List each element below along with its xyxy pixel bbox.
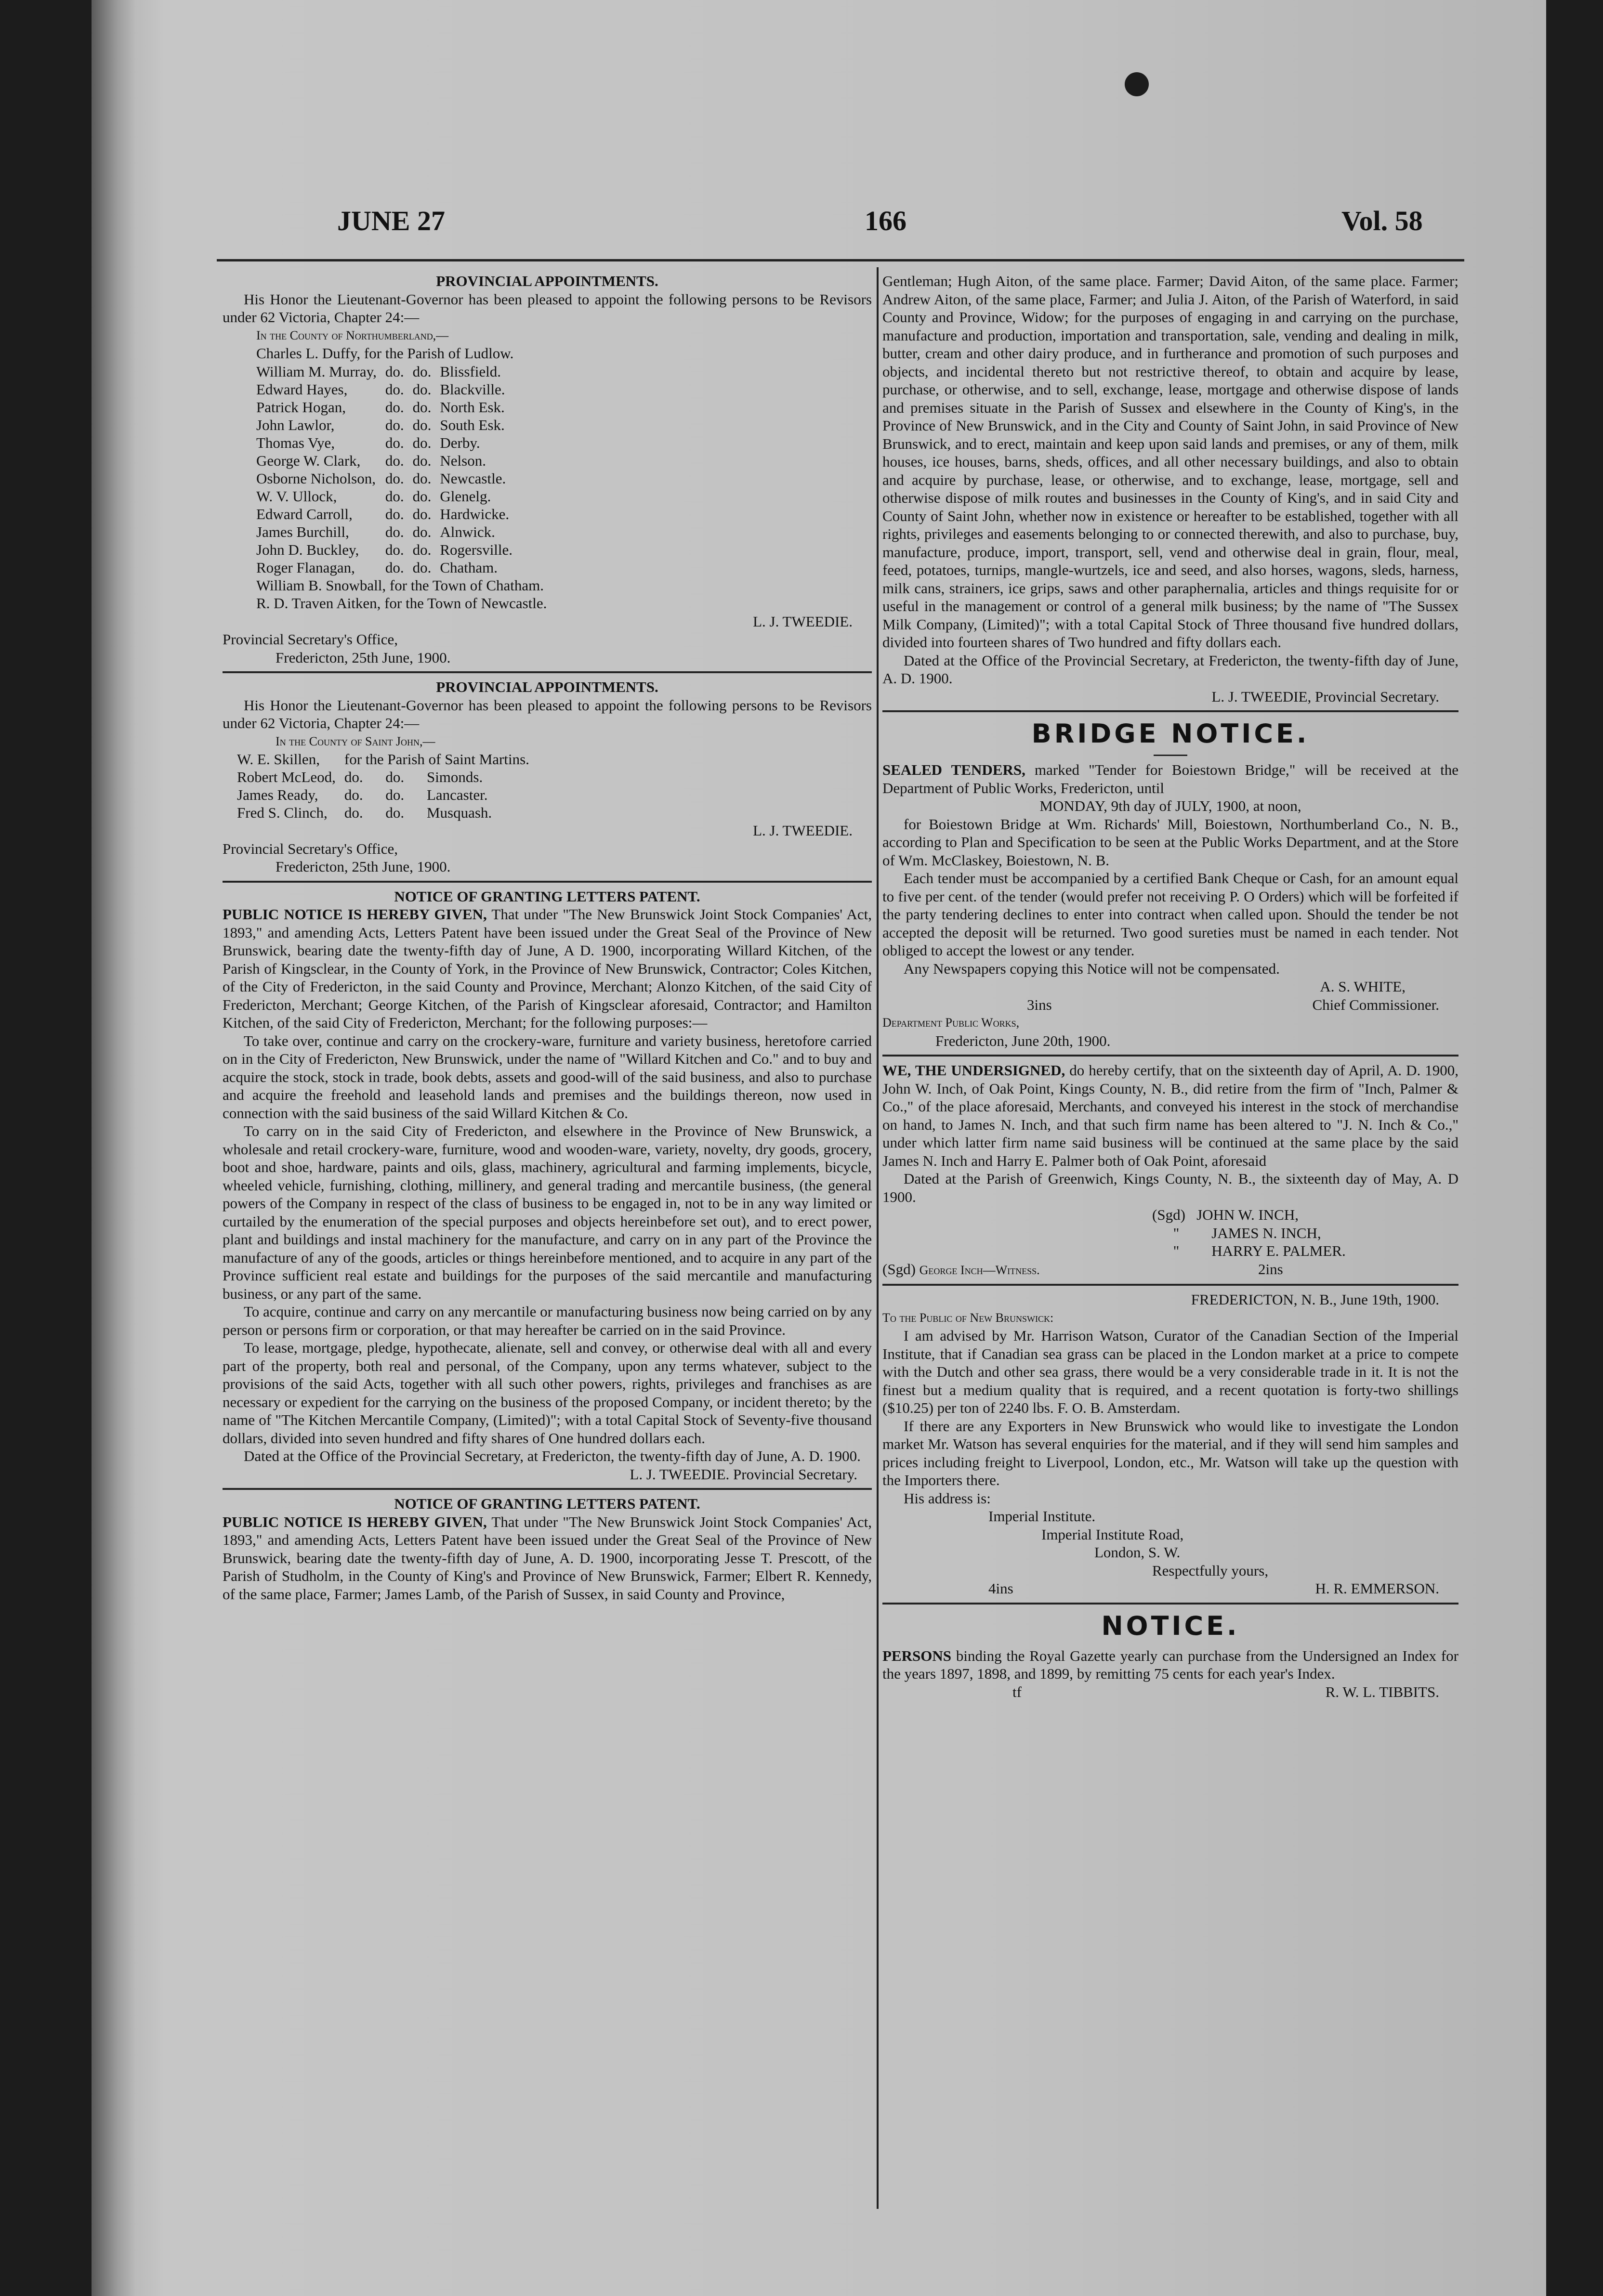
sgd-mark: (Sgd) bbox=[882, 1260, 916, 1278]
header-rule bbox=[217, 259, 1464, 261]
ditto-cell: do. bbox=[385, 487, 404, 505]
section-rule bbox=[223, 671, 872, 673]
body-paragraph: Each tender must be accompanied by a certified Bank Cheque or Cash, for an amount equal to five per cent. of the tender (would prefer not receiving P. O Orders) which will be forfeited if the party tendering declines to enter into contract when called upon. Should the tender be not accepted the deposit will be returned. Two good sureties must be named in each tender. Not obliged to accept the lowest or any tender. bbox=[882, 870, 1458, 959]
section-title: NOTICE. bbox=[1101, 1610, 1240, 1641]
section-rule bbox=[882, 1603, 1458, 1605]
appointee-name: Edward Hayes, bbox=[256, 380, 348, 398]
appointee-name: James Ready, bbox=[237, 786, 318, 803]
ditto-cell: do. bbox=[385, 559, 404, 576]
left-column bbox=[223, 272, 872, 1603]
table-row bbox=[256, 363, 521, 380]
ditto-cell: do. bbox=[385, 769, 405, 785]
parish-cell: Simonds. bbox=[426, 769, 483, 785]
signer: L. J. TWEEDIE. Provincial Secretary. bbox=[630, 1465, 857, 1483]
appointee-name: George W. Clark, bbox=[256, 452, 361, 469]
dateline: Fredericton, 25th June, 1900. bbox=[276, 858, 451, 875]
ditto-cell: do. bbox=[385, 523, 404, 540]
letters-patent-kitchen bbox=[223, 887, 872, 1484]
body-paragraph: Any Newspapers copying this Notice will not be compensated. bbox=[904, 960, 1280, 977]
parish-cell: Nelson. bbox=[440, 452, 486, 469]
signatory: JAMES N. INCH, bbox=[1211, 1224, 1321, 1241]
tf-mark: tf bbox=[1012, 1683, 1022, 1700]
address-line: Imperial Institute. bbox=[988, 1508, 1096, 1525]
insertion-count: 4ins bbox=[988, 1580, 1013, 1597]
title-rule bbox=[1154, 755, 1187, 756]
parish-cell: Blackville. bbox=[440, 380, 505, 398]
inch-notice bbox=[882, 1061, 1458, 1279]
body-paragraph: To acquire, continue and carry on any mercantile or manufacturing business now being carried on by any person or persons firm or corporation, or that may hereafter be carried on in the said Province. bbox=[223, 1303, 872, 1338]
appointee-parish: for the Parish of Saint Martins. bbox=[344, 751, 529, 768]
ditto-cell: do. bbox=[385, 398, 404, 416]
ditto-cell: do. bbox=[385, 416, 404, 433]
signatory: HARRY E. PALMER. bbox=[1211, 1242, 1346, 1259]
ditto-cell: do. bbox=[344, 786, 363, 803]
appointee-name: W. E. Skillen, bbox=[237, 751, 320, 768]
ditto-cell: do. bbox=[385, 452, 404, 469]
appointee-name: John Lawlor, bbox=[256, 416, 335, 433]
section-rule bbox=[882, 710, 1458, 712]
body-text: That under "The New Brunswick Joint Stock Companies' Act, 1893," and amending Acts, Letters Patent have been issued under the Great Seal of the Province of New Brunswick, bearing date the twenty-fifth day of June, A D. 1900, incorporating Willard Kitchen, of the Parish of Kingsclear, in the County of York, in the Province of New Brunswick, Contractor; Coles Kitchen, of the City of Fredericton, in the said County and Province, Merchant; Alonzo Kitchen, of the said City of Fredericton, Merchant; George Kitchen, of the Parish of Kingsclear aforesaid, Contractor; and Hamilton Kitchen, of the said City of Fredericton, Merchant; for the following purposes:— bbox=[223, 906, 872, 1031]
body-paragraph: To carry on in the said City of Fredericton, and elsewhere in the Province of New Brunswick, a wholesale and retail crockery-ware, furniture, wood and wooden-ware, variety, novelty, dry goods, grocery, boot and shoe, hardware, paints and oils, glass, machinery, agricultural and farming implements, bicycle, wheeled vehicle, furnishing, clothing, millinery, and general trading and mercantile business, (the general powers of the Company in respect of the class of business to be engaged in, not to be in any way limited or curtailed by the enumeration of the special purposes and objects hereinbefore set out), and to erect power, plant and buildings and instal machinery for the manufacture, and carry on in any part of the Province the manufacture of any of the goods, articles or things hereinbefore mentioned, and to acquire in any part of the Province sufficient real estate and buildings for the purposes of the said mercantile and manufacturing business, or any part of the same. bbox=[223, 1122, 872, 1302]
appointee-name: Fred S. Clinch, bbox=[237, 804, 328, 821]
ditto-cell: do. bbox=[412, 470, 432, 487]
ditto-mark: " bbox=[1173, 1224, 1180, 1241]
dateline: Fredericton, 25th June, 1900. bbox=[276, 649, 451, 666]
witness: George Inch—Witness. bbox=[919, 1263, 1040, 1277]
section-title: PROVINCIAL APPOINTMENTS. bbox=[436, 678, 658, 695]
county-heading: In the County of Saint John,— bbox=[276, 734, 435, 748]
index-notice bbox=[882, 1609, 1458, 1701]
table-row bbox=[256, 487, 521, 505]
ditto-cell: do. bbox=[385, 470, 404, 487]
signer: A. S. WHITE, bbox=[1320, 978, 1406, 995]
ditto-cell: do. bbox=[412, 559, 432, 576]
dated-line: Dated at the Parish of Greenwich, Kings County, N. B., the sixteenth day of May, A. D 1900. bbox=[882, 1170, 1458, 1205]
ditto-cell: do. bbox=[344, 769, 363, 785]
body-paragraph: for Boiestown Bridge at Wm. Richards' Mill, Boiestown, Northumberland Co., N. B., according to Plan and Specification to be seen at the Public Works Department, and at the Store of Wm. McClaskey, Boiestown, N. B. bbox=[882, 815, 1458, 869]
section-rule bbox=[223, 1488, 872, 1490]
ditto-cell: do. bbox=[385, 786, 405, 803]
parish-cell: Newcastle. bbox=[440, 470, 506, 487]
appointee-name: Osborne Nicholson, bbox=[256, 470, 376, 487]
table-row bbox=[256, 470, 521, 487]
right-column bbox=[882, 272, 1458, 1701]
dated-line: Dated at the Office of the Provincial Secretary, at Fredericton, the twenty-fifth day of June, A. D. 1900. bbox=[882, 652, 1458, 687]
signer: L. J. TWEEDIE. bbox=[753, 613, 853, 630]
lead-text: PUBLIC NOTICE IS HEREBY GIVEN, bbox=[223, 906, 487, 923]
intro-text: His Honor the Lieutenant-Governor has been pleased to appoint the following persons to be Revisors under 62 Victoria, Chapter 24:— bbox=[223, 696, 872, 731]
ditto-cell: do. bbox=[385, 541, 404, 558]
ditto-cell: do. bbox=[385, 804, 405, 821]
table-row bbox=[237, 768, 538, 786]
appointee-name: William M. Murray, bbox=[256, 363, 377, 380]
appointee-name: Roger Flanagan, bbox=[256, 559, 355, 576]
appointee-table bbox=[237, 750, 538, 822]
binding-edge bbox=[92, 0, 135, 2296]
insertion-count: 2ins bbox=[1258, 1260, 1283, 1278]
table-row bbox=[237, 804, 538, 822]
section-rule bbox=[223, 881, 872, 883]
deadline: MONDAY, 9th day of JULY, 1900, at noon, bbox=[1039, 797, 1301, 814]
appointee-name: Patrick Hogan, bbox=[256, 398, 346, 416]
lead-text: SEALED TENDERS, bbox=[882, 761, 1025, 778]
ditto-cell: do. bbox=[412, 487, 432, 505]
appointee-name: James Burchill, bbox=[256, 523, 349, 540]
page-number: 166 bbox=[865, 205, 907, 236]
parish-cell: Derby. bbox=[440, 434, 480, 451]
ditto-cell: do. bbox=[344, 804, 363, 821]
ditto-cell: do. bbox=[385, 363, 404, 380]
lead-text: PUBLIC NOTICE IS HEREBY GIVEN, bbox=[223, 1513, 487, 1530]
table-row bbox=[237, 786, 538, 804]
ditto-cell: do. bbox=[412, 363, 432, 380]
parish-cell: Chatham. bbox=[440, 559, 498, 576]
table-row bbox=[237, 750, 538, 768]
letters-patent-sussex bbox=[223, 1495, 872, 1603]
ditto-cell: do. bbox=[412, 434, 432, 451]
body-text: do hereby certify, that on the sixteenth day of April, A. D. 1900, John W. Inch, of Oak Point, Kings County, N. B., did retire from the firm of "Inch, Palmer & Co.," of the place aforesaid, Merchants, and conveyed his interest in the stock of merchandise on hand, to James N. Inch, and that such firm name has been altered to "J. N. Inch & Co.," under which latter firm name said business will be continued at the same place by the said James N. Inch and Harry E. Palmer both of Oak Point, aforesaid bbox=[882, 1062, 1458, 1169]
punch-hole bbox=[1125, 72, 1149, 96]
table-row bbox=[256, 398, 521, 416]
ditto-mark: " bbox=[1173, 1242, 1180, 1259]
section-rule bbox=[882, 1055, 1458, 1057]
appointee-name: W. V. Ullock, bbox=[256, 487, 337, 505]
section-title: BRIDGE NOTICE. bbox=[1031, 718, 1310, 749]
county-heading: In the County of Northumberland,— bbox=[256, 328, 449, 342]
closing: Respectfully yours, bbox=[1152, 1562, 1269, 1579]
table-row bbox=[256, 416, 521, 434]
body-text: binding the Royal Gazette yearly can purchase from the Undersigned an Index for the years 1897, 1898, and 1899, by remitting 75 cents for each year's Index. bbox=[882, 1647, 1458, 1682]
table-row bbox=[256, 380, 521, 398]
dateline: Fredericton, June 20th, 1900. bbox=[935, 1032, 1111, 1049]
address-line: London, S. W. bbox=[1094, 1544, 1181, 1561]
body-text: marked "Tender for Boiestown Bridge," will be received at the Department of Public Works, Fredericton, until bbox=[882, 761, 1458, 796]
appointee-name: Thomas Vye, bbox=[256, 434, 335, 451]
table-row bbox=[256, 452, 521, 470]
ditto-cell: do. bbox=[412, 505, 432, 522]
signer: L. J. TWEEDIE. bbox=[753, 822, 853, 839]
section-title: PROVINCIAL APPOINTMENTS. bbox=[436, 273, 658, 289]
table-row bbox=[256, 541, 521, 559]
body-paragraph: To take over, continue and carry on the crockery-ware, furniture and variety business, heretofore carried on in the City of Fredericton, New Brunswick, under the name of "Willard Kitchen and Co." and to buy and acquire the stock, stock in trade, book debts, assets and good-will of the said business, and also to purchase and acquire the freehold and leasehold lands and premises and the buildings thereon, now used in connection with the said business of the said Willard Kitchen & Co. bbox=[223, 1032, 872, 1122]
sussex-milk-continued bbox=[882, 272, 1458, 705]
appointments-northumberland bbox=[223, 272, 872, 666]
ditto-cell: do. bbox=[412, 398, 432, 416]
section-rule bbox=[882, 1284, 1458, 1286]
insertion-count: 3ins bbox=[1027, 996, 1052, 1013]
ditto-cell: do. bbox=[385, 505, 404, 522]
column-divider bbox=[877, 267, 879, 2209]
parish-cell: South Esk. bbox=[440, 416, 505, 433]
parish-cell: Musquash. bbox=[426, 804, 492, 821]
table-row bbox=[256, 523, 521, 541]
parish-cell: Glenelg. bbox=[440, 487, 491, 505]
parish-cell: North Esk. bbox=[440, 398, 505, 416]
bridge-notice bbox=[882, 717, 1458, 1050]
department: Department Public Works, bbox=[882, 1016, 1020, 1030]
ditto-cell: do. bbox=[412, 380, 432, 398]
addressee: To the Public of New Brunswick: bbox=[882, 1310, 1054, 1325]
lead-text: PERSONS bbox=[882, 1647, 951, 1664]
signer: H. R. EMMERSON. bbox=[1315, 1580, 1439, 1597]
section-title: NOTICE OF GRANTING LETTERS PATENT. bbox=[394, 1495, 700, 1512]
section-title: NOTICE OF GRANTING LETTERS PATENT. bbox=[394, 887, 700, 905]
ditto-cell: do. bbox=[412, 523, 432, 540]
appointee-name: John D. Buckley, bbox=[256, 541, 359, 558]
body-paragraph: To lease, mortgage, pledge, hypothecate, alienate, sell and convey, or otherwise deal with all and every part of the property, both real and personal, of the Company, upon any terms whatever, subject to the provisions of the said Acts, together with all such other powers, rights, privileges and franchises as are necessary or expedient for the carrying on the business of the proposed Company, or incident thereto; by the name of "The Kitchen Mercantile Company, (Limited)"; with a total Capital Stock of Seventy-five thousand dollars, divided into seven hundred and fifty shares of One hundred dollars each. bbox=[223, 1339, 872, 1447]
lead-text: WE, THE UNDERSIGNED, bbox=[882, 1062, 1065, 1079]
body-paragraph: If there are any Exporters in New Brunswick who would like to investigate the London market Mr. Watson has several enquiries for the material, and if they will send him samples and prices including freight to Liverpool, London, etc., Mr. Watson will take up the question with the Importers there. bbox=[882, 1417, 1458, 1488]
parish-cell: Blissfield. bbox=[440, 363, 501, 380]
appointee-line: R. D. Traven Aitken, for the Town of Newcastle. bbox=[256, 595, 547, 612]
parish-cell: Alnwick. bbox=[440, 523, 495, 540]
volume-number: Vol. 58 bbox=[1341, 205, 1423, 236]
ditto-cell: do. bbox=[412, 416, 432, 433]
ditto-cell: do. bbox=[385, 380, 404, 398]
sea-grass-notice bbox=[882, 1291, 1458, 1598]
dateline: FREDERICTON, N. B., June 19th, 1900. bbox=[1191, 1291, 1439, 1308]
signer: R. W. L. TIBBITS. bbox=[1325, 1683, 1439, 1700]
appointee-line: William B. Snowball, for the Town of Chatham. bbox=[256, 576, 544, 594]
table-row bbox=[256, 559, 521, 576]
table-row bbox=[256, 505, 521, 523]
signer: L. J. TWEEDIE, Provincial Secretary. bbox=[1211, 688, 1439, 705]
appointee-table bbox=[256, 363, 521, 576]
office-line: Provincial Secretary's Office, bbox=[223, 631, 398, 648]
address-line: Imperial Institute Road, bbox=[1041, 1526, 1184, 1543]
parish-cell: Lancaster. bbox=[426, 786, 488, 803]
ditto-cell: do. bbox=[412, 452, 432, 469]
parish-cell: Rogersville. bbox=[440, 541, 513, 558]
appointments-saint-john bbox=[223, 678, 872, 876]
ditto-cell: do. bbox=[412, 541, 432, 558]
body-paragraph: Gentleman; Hugh Aiton, of the same place. Farmer; David Aiton, of the same place. Farmer; Andrew Aiton, of the same place, Farmer; and Julia J. Aiton, of the Parish of Waterford, in said County and Province, Widow; for the purposes of engaging in and carrying on the purchase, manufacture and production, importation and transportation, sale, vending and dealing in milk, butter, cream and other dairy produce, and in furtherance and promotion of such purposes and objects, and incidental thereto but not restrictive thereof, to obtain and acquire by lease, purchase, or otherwise, and to sell, exchange, lease, mortgage and otherwise dispose of lands and premises situate in the Parish of Sussex and elsewhere in the County of King's, in the Province of New Brunswick, and in the City and County of Saint John, in said Province of New Brunswick, and to erect, maintain and keep upon said lands and premises, or any of them, milk houses, ice houses, barns, sheds, offices, and all other necessary buildings, and also to obtain and acquire by purchase, lease, or otherwise, and to exchange, lease, mortgage, sell and otherwise dispose of milk routes and businesses in the County of King's, and in said City and County of Saint John, whether now in existence or hereafter to be established, together with all rights, privileges and easements belonging to or connected therewith, and also to purchase, buy, manufacture, produce, import, transport, sell, vend and otherwise deal in grain, flour, meal, feed, potatoes, turnips, mangle-wurtzels, ice and seed, and also horses, wagons, sleds, harness, milk cans, strainers, ice grips, saws and other paraphernalia, articles and things requisite for or useful in the management or control of a general milk business; by the name of "The Sussex Milk Company, (Limited)"; with a total Capital Stock of Three thousand five hundred dollars, divided into fourteen shares of Two hundred and fifty dollars each. bbox=[882, 273, 1458, 651]
signer-role: Chief Commissioner. bbox=[1312, 996, 1439, 1013]
signatory: JOHN W. INCH, bbox=[1196, 1206, 1299, 1223]
appointee-line: Charles L. Duffy, for the Parish of Ludlow. bbox=[256, 345, 514, 362]
dated-line: Dated at the Office of the Provincial Secretary, at Fredericton, the twenty-fifth day of June, A. D. 1900. bbox=[244, 1448, 861, 1464]
intro-text: His Honor the Lieutenant-Governor has been pleased to appoint the following persons to be Revisors under 62 Victoria, Chapter 24:— bbox=[223, 290, 872, 326]
issue-date: JUNE 27 bbox=[337, 205, 445, 236]
parish-cell: Hardwicke. bbox=[440, 505, 510, 522]
body-text: That under "The New Brunswick Joint Stock Companies' Act, 1893," and amending Acts, Letters Patent have been issued under the Great Seal of the Province of New Brunswick, bearing date the twenty-fifth day of June, A. D. 1900, incorporating Jesse T. Prescott, of the Parish of Studholm, in the County of King's and Province of New Brunswick, Farmer; Elbert R. Kennedy, of the same place, Farmer; James Lamb, of the Parish of Sussex, in said County and Province, bbox=[223, 1513, 872, 1603]
appointee-name: Robert McLeod, bbox=[237, 769, 336, 785]
sgd-mark: (Sgd) bbox=[1152, 1206, 1185, 1223]
table-row bbox=[256, 434, 521, 452]
appointee-name: Edward Carroll, bbox=[256, 505, 353, 522]
body-paragraph: I am advised by Mr. Harrison Watson, Curator of the Canadian Section of the Imperial Institute, that if Canadian sea grass can be placed in the London market at a price to compete with the Dutch and other sea grass, there would be a very considerable trade in it. It is not the finest but a medium quality that is required, and a recent quotation is forty-two shillings ($10.25) per ton of 2240 lbs. F. O. B. Amsterdam. bbox=[882, 1327, 1458, 1416]
address-intro: His address is: bbox=[904, 1489, 991, 1507]
ditto-cell: do. bbox=[385, 434, 404, 451]
office-line: Provincial Secretary's Office, bbox=[223, 840, 398, 857]
